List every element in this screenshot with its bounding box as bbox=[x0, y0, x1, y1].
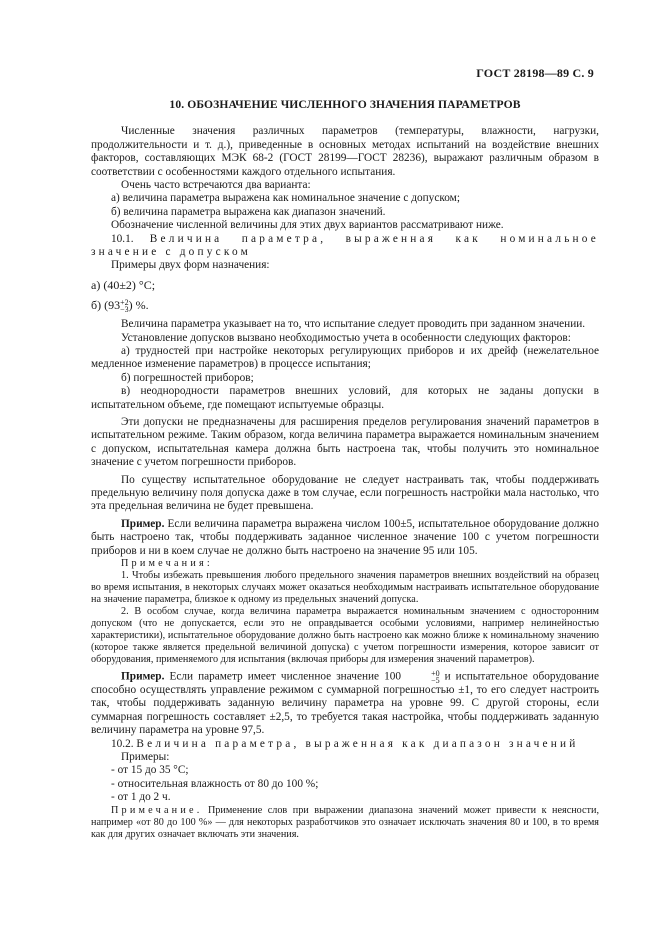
subsection-title: Величина параметра, выраженная как диапазон значений bbox=[136, 737, 579, 750]
subsection-heading-10-1 bbox=[91, 233, 599, 260]
paragraph: Установление допусков вызвано необходимостью учета в особенности следующих факторов: bbox=[121, 331, 571, 344]
subsection-heading-10-2 bbox=[91, 738, 599, 751]
formula-b bbox=[91, 298, 599, 313]
paragraph: Величина параметра указывает на то, что испытание следует проводить при заданном значении. bbox=[121, 318, 586, 331]
paragraph: Численные значения различных параметров (температуры, влажности, нагрузки, продолжительности и т. д.), приведенные в основных методах испытаний на воздействие внешних факторов, составляющих МЭК 68-2 (ГОСТ 28199—ГОСТ 28236), выражают различным образом в соответствии с особенностями каждого отдельного испытания. bbox=[91, 125, 599, 178]
formula-label: а) bbox=[91, 277, 101, 292]
section-title: 10. ОБОЗНАЧЕНИЕ ЧИСЛЕННОГО ЗНАЧЕНИЯ ПАРАМЕТРОВ bbox=[169, 98, 521, 111]
final-note bbox=[91, 805, 599, 841]
page-content bbox=[91, 98, 599, 841]
example-text-post: и испытательное оборудование способно осуществлять управление режимом с суммарной погрешностью ±1, то его следует настроить так, чтобы поддерживать заданную величину параметра на уровне 99. С другой стороны, если суммарная погрешность составляет ±2,5, то требуется такая настройка, чтобы поддерживать заданную величину параметра на уровне 97,5. bbox=[91, 670, 599, 737]
tolerance-lower: −5 bbox=[431, 676, 440, 686]
example-number: 100 bbox=[384, 670, 402, 683]
page-header: ГОСТ 28198—89 С. 9 bbox=[476, 66, 594, 80]
subsection-number: 10.1. bbox=[111, 232, 134, 245]
list-item: а) трудностей при настройке некоторых регулирующих приборов и их дрейф (нежелательное медленное изменение параметров) в процессе испытания; bbox=[91, 344, 599, 371]
paragraph: Обозначение численной величины для этих двух вариантов рассматривают ниже. bbox=[111, 219, 504, 232]
formula-label: б) bbox=[91, 297, 102, 312]
tolerance-upper: +2 bbox=[120, 298, 129, 308]
formula-unit: %. bbox=[135, 297, 149, 312]
notes-block bbox=[91, 558, 599, 666]
notes-label: Примечания: bbox=[121, 558, 213, 570]
paragraph: Эти допуски не предназначены для расширения пределов регулирования значений параметров в испытательном режиме. Таким образом, когда величина параметра выражается номинальным значением с допуском, испытательная камера должна быть настроена так, чтобы получить это номинальное значение с учетом погрешности приборов. bbox=[91, 415, 599, 469]
formula-value: (40±2) bbox=[103, 277, 136, 292]
example-1 bbox=[91, 518, 599, 558]
example-text-pre: Если параметр имеет численное значение bbox=[169, 670, 380, 683]
list-item: - от 15 до 35 °С; bbox=[111, 764, 189, 777]
example-tolerance bbox=[401, 670, 440, 684]
list-item: - от 1 до 2 ч. bbox=[111, 791, 171, 804]
note-2: 2. В особом случае, когда величина параметра выражается номинальным значением с односторонним допуском (что не допускается, если это не оправдывается особыми условиями, например нелинейностью характеристики), испытательное оборудование должно быть настроено как можно ближе к номинальному значению (которое также является предельной величиной допуска) с учетом погрешности измерения, которое зависит от оборудования, применяемого для испытания (включая приборы для измерения значений параметров). bbox=[91, 606, 599, 666]
tolerance-upper: +0 bbox=[431, 669, 440, 679]
list-item: б) погрешностей приборов; bbox=[121, 371, 254, 384]
subsection-title: Величина параметра, выраженная как номинальное значение с допуском bbox=[91, 232, 600, 259]
paragraph: По существу испытательное оборудование не следует настраивать так, чтобы поддерживать предельную величину поля допуска даже в том случае, если погрешность настройки мала настолько, что эта предельная величина не будет превышена. bbox=[91, 473, 599, 513]
example-label: Пример. bbox=[121, 517, 165, 530]
tolerance-lower: −3 bbox=[120, 305, 129, 315]
paragraph: Примеры: bbox=[121, 751, 170, 764]
paragraph: Очень часто встречаются два варианта: bbox=[121, 179, 311, 192]
list-item: а) величина параметра выражена как номинальное значение с допуском; bbox=[111, 192, 460, 205]
list-item: - относительная влажность от 80 до 100 %; bbox=[111, 777, 319, 790]
example-2 bbox=[91, 670, 599, 738]
list-item: б) величина параметра выражена как диапазон значений. bbox=[111, 205, 386, 218]
formula-close: ) bbox=[128, 297, 133, 312]
example-text: Если величина параметра выражена числом 100±5, испытательное оборудование должно быть настроено так, чтобы поддерживать заданное численное значение 100 с учетом погрешности приборов и ни в коем случае не должно быть настроено на значение 95 или 105. bbox=[91, 517, 599, 557]
subsection-number: 10.2. bbox=[111, 737, 134, 750]
example-label: Пример. bbox=[121, 670, 165, 683]
formula-tolerance bbox=[120, 299, 129, 313]
note-1: 1. Чтобы избежать превышения любого предельного значения параметров внешних воздействий на образец во время испытания, в некоторых случаях может оказаться необходимым настраивать испытательное оборудование на значение параметра, близкое к одному из предельных значений допуска. bbox=[91, 570, 599, 606]
formula-unit: °С; bbox=[138, 277, 156, 292]
formula-base: (93 bbox=[104, 297, 121, 312]
formula-a bbox=[91, 278, 599, 293]
paragraph: Примеры двух форм назначения: bbox=[111, 259, 270, 272]
list-item: в) неоднородности параметров внешних условий, для которых не заданы допуски в испытательном объеме, где помещают испытуемые образцы. bbox=[91, 385, 599, 411]
note-label: Примечание. bbox=[111, 804, 203, 816]
note-text: Применение слов при выражении диапазона значений может привести к неясности, например «от 80 до 100 %» — для некоторых разработчиков это означает исключать значения 80 и 100, в то время как для других означает включать эти значения. bbox=[91, 804, 600, 840]
